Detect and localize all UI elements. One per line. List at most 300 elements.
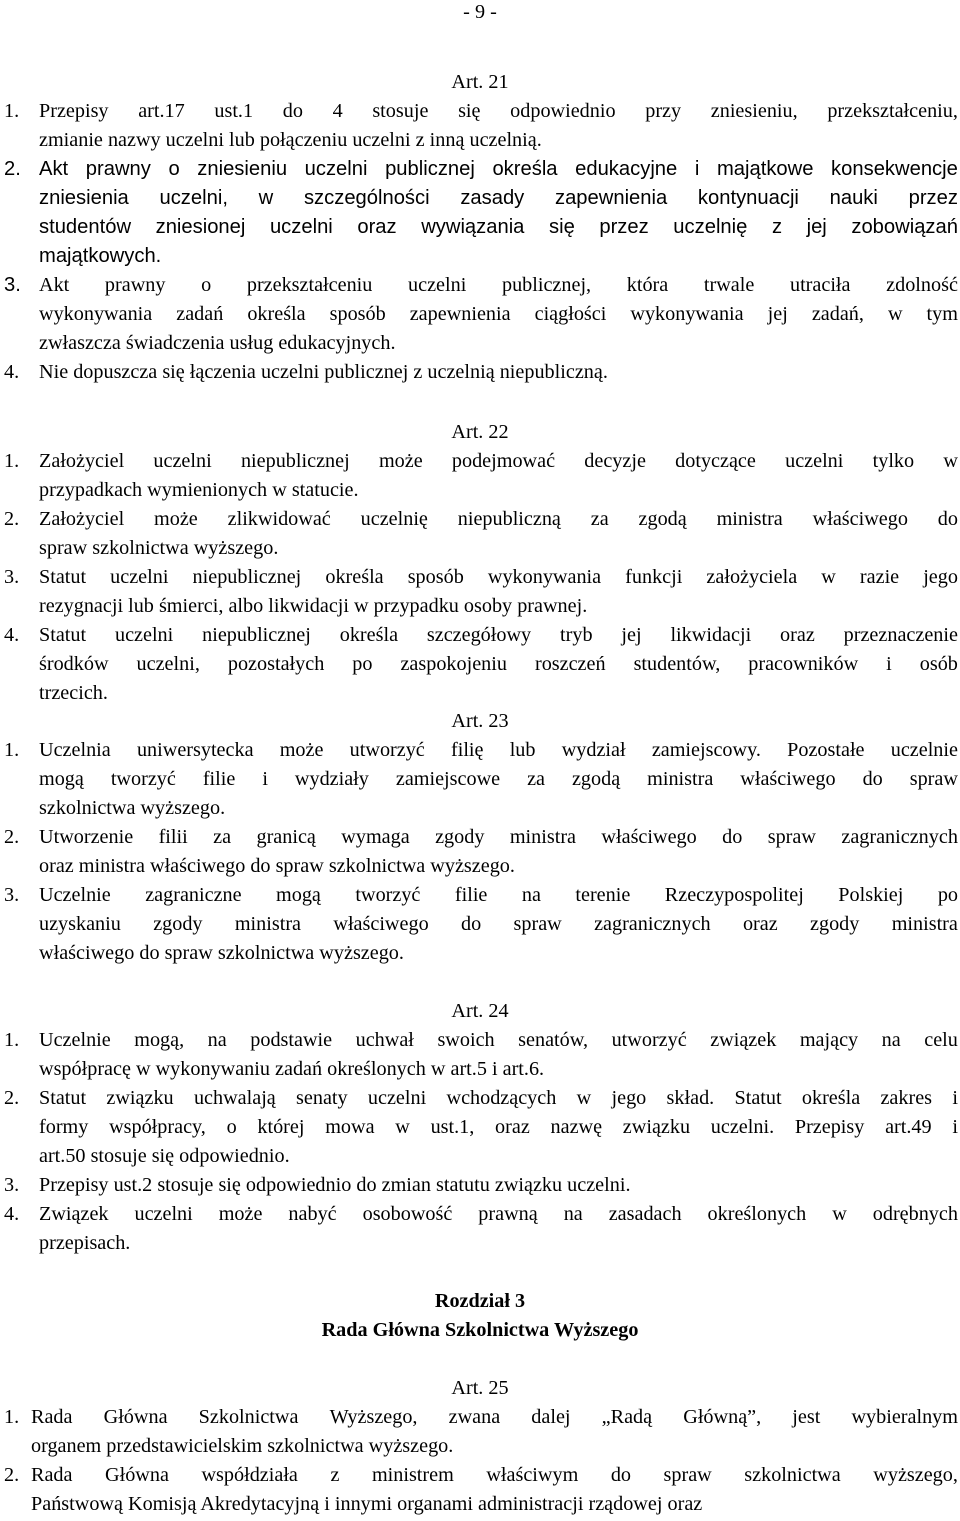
word: art.17 [138,100,185,122]
word: spraw [767,826,816,848]
word: wykonywania [630,303,744,325]
word: filie [454,884,488,906]
word: zgody [810,913,860,935]
art22-item-number: 3. [4,566,20,588]
word: oraz [742,913,778,935]
word: mogą [39,768,84,790]
word: jest [792,1406,821,1428]
word: ciągłości [534,303,607,325]
word: uzyskaniu [39,913,121,935]
art22-item-number: 1. [4,450,20,472]
word: Wyższego, [329,1406,418,1428]
art22-title: Art. 22 [451,421,509,443]
word: zakres [880,1087,933,1109]
word: określa [492,158,558,180]
art23-item-number: 2. [4,826,20,848]
word: w [887,303,903,325]
word: lub [509,739,536,761]
word: na [207,1029,227,1051]
art22-item-line: trzecich. [39,682,108,704]
word: przekształceniu, [827,100,958,122]
word: Utworzenie [39,826,134,848]
art24-item-line [39,1113,958,1142]
word: zapewnienia [554,187,668,209]
word: określa [247,303,306,325]
art21-item-line [39,213,958,242]
word: uczelni [367,1087,427,1109]
word: dalej [531,1406,571,1428]
word: Rzeczypospolitej [664,884,804,906]
art23-title: Art. 23 [451,710,509,732]
word: o [201,274,212,296]
word: w [395,1116,410,1138]
word: zwana [448,1406,501,1428]
word: przeznaczenie [843,624,958,646]
art24-item-line [39,1084,958,1113]
word: zasadach [608,1203,682,1225]
word: szkolnictwa [744,1464,841,1486]
art24-item-line: Przepisy ust.2 stosuje się odpowiednio do zmian statutu związku uczelni. [39,1174,631,1196]
word: o [226,1116,237,1138]
word: do [610,1464,632,1486]
word: senatów, [518,1029,589,1051]
word: jego [611,1087,647,1109]
word: uczelni [134,1203,193,1225]
word: art.49 [885,1116,932,1138]
word: właściwego [333,913,429,935]
art24-item-line [39,1200,958,1229]
word: oraz [495,1116,530,1138]
word: formy [39,1116,89,1138]
art24-item-number: 3. [4,1174,20,1196]
word: likwidacji [670,624,752,646]
art24-item-line: art.50 stosuje się odpowiednio. [39,1145,290,1167]
word: spraw [663,1464,712,1486]
word: na [563,1203,583,1225]
word: tworzyć [110,768,176,790]
word: ministra [647,768,714,790]
word: na [521,884,541,906]
art21-item-line: zwłaszcza świadczenia usług edukacyjnych. [39,332,396,354]
word: mogą, [134,1029,185,1051]
word: Uczelnie [39,884,111,906]
word: Przepisy [39,100,109,122]
word: zagranicznych [594,913,711,935]
art24-title: Art. 24 [451,1000,509,1022]
word: ministra [716,508,783,530]
word: związku [622,1116,691,1138]
word: publicznej [385,158,475,180]
art24-item-number: 2. [4,1087,20,1109]
word: do [722,826,743,848]
word: uczelnię [673,216,748,238]
word: się [548,216,575,238]
word: szczegółowy [426,624,532,646]
word: po [352,653,373,675]
word: zniesieniu, [710,100,798,122]
word: Statut [39,566,87,588]
word: ministra [891,913,958,935]
word: Polskiej [838,884,904,906]
word: terenie [575,884,631,906]
word: zgodą [638,508,687,530]
word: zaspokojeniu [400,653,507,675]
word: przekształceniu [246,274,373,296]
word: zniesieniu [197,158,288,180]
word: konsekwencje [831,158,958,180]
art24-item-line [39,1026,958,1055]
word: zdolność [886,274,958,296]
chapter-number: Rozdział 3 [434,1290,526,1312]
word: w [943,450,958,472]
art23-item-number: 3. [4,884,20,906]
word: jej [767,303,788,325]
word: uczelnię [360,508,428,530]
word: może [279,739,324,761]
art21-item-line: Nie dopuszcza się łączenia uczelni publicznej z uczelnią niepubliczną. [39,361,608,383]
art22-item-line [39,650,958,679]
word: i [952,1087,958,1109]
word: nazwę [550,1116,603,1138]
word: spraw [513,913,562,935]
art24-item-number: 1. [4,1029,20,1051]
word: właściwego [812,508,908,530]
word: jej [621,624,642,646]
art23-item-line: oraz ministra właściwego do spraw szkolnictwa wyższego. [39,855,515,877]
art21-item-line: zmianie nazwy uczelni lub połączeniu uczelni z inną uczelnią. [39,129,542,151]
word: sposób [329,303,386,325]
word: majątkowe [716,158,814,180]
word: i [694,158,700,180]
word: o [168,158,180,180]
word: uczelni [304,158,368,180]
word: wybieralnym [851,1406,958,1428]
word: skład. [666,1087,715,1109]
word: zniesienia [39,187,129,209]
word: tym [926,303,958,325]
art23-item-line: właściwego do spraw szkolnictwa wyższego. [39,942,404,964]
word: pozostałych [227,653,325,675]
word: razie [859,566,900,588]
word: i [262,768,268,790]
word: filii [158,826,188,848]
word: trwale [703,274,755,296]
word: utworzyć [611,1029,687,1051]
word: uniwersytecka [136,739,254,761]
art25-item-line: organem przedstawicielskim szkolnictwa wyższego. [31,1435,454,1457]
art21-item-line: majątkowych. [39,245,162,267]
word: do [862,768,883,790]
word: zadań, [811,303,864,325]
chapter-title: Rada Główna Szkolnictwa Wyższego [321,1319,639,1341]
art23-item-number: 1. [4,739,20,761]
word: mowa [325,1116,375,1138]
word: wymaga [341,826,410,848]
word: podstawie [250,1029,333,1051]
word: może [378,450,423,472]
word: może [154,508,198,530]
art21-item-number: 2. [4,158,21,180]
art22-item-line: rezygnacji lub śmierci, albo likwidacji w przypadku osoby prawnej. [39,595,588,617]
word: funkcji [625,566,683,588]
art21-item-line [39,97,958,126]
art21-item-number: 4. [4,361,20,383]
word: Główna [105,1464,169,1486]
word: dotyczące [675,450,756,472]
word: właściwym [486,1464,579,1486]
word: granicą [256,826,316,848]
word: Uczelnie [39,1029,111,1051]
word: z [771,216,783,238]
word: związku [106,1087,174,1109]
art25-item-number: 2. [4,1464,20,1486]
word: w [576,1087,592,1109]
art21-title: Art. 21 [451,71,509,93]
word: wykonywania [39,303,153,325]
word: Akt [39,274,70,296]
word: zapewnienia [409,303,511,325]
word: i [952,1116,958,1138]
word: zadań [176,303,224,325]
word: jej [806,216,827,238]
word: celu [924,1029,958,1051]
word: oraz [357,216,397,238]
word: założyciela [706,566,798,588]
word: studentów [39,216,132,238]
word: do [461,913,482,935]
word: odrębnych [872,1203,958,1225]
word: edukacyjne [575,158,678,180]
word: uczelnie [890,739,958,761]
word: której [257,1116,305,1138]
word: ust.1 [214,100,254,122]
word: uczelni [785,450,844,472]
word: zgody [153,913,203,935]
word: utworzyć [349,739,425,761]
word: do [282,100,303,122]
word: odpowiednio [510,100,616,122]
word: określa [339,624,399,646]
word: ministrem [371,1464,454,1486]
art22-item-line: spraw szkolnictwa wyższego. [39,537,279,559]
word: zgody [435,826,485,848]
word: Główną”, [683,1406,762,1428]
art22-item-line [39,563,958,592]
word: stosuje [372,100,429,122]
word: prawną [478,1203,538,1225]
word: zamiejscowy. [651,739,761,761]
word: za [527,768,545,790]
word: może [218,1203,263,1225]
word: współdziała [201,1464,298,1486]
word: Założyciel [39,508,125,530]
word: za [590,508,609,530]
word: właściwego [601,826,697,848]
word: związek [710,1029,777,1051]
word: Pozostałe [787,739,865,761]
word: nabyć [288,1203,337,1225]
word: uczelni, [136,653,200,675]
word: pracowników [748,653,859,675]
word: uczelni, [159,187,228,209]
art22-item-line [39,505,958,534]
word: utraciła [789,274,851,296]
word: właściwego [740,768,836,790]
word: Uczelnia [39,739,111,761]
word: swoich [437,1029,495,1051]
word: po [937,884,958,906]
word: Statut [734,1087,782,1109]
art23-item-line [39,910,958,939]
word: w [821,566,836,588]
word: do [937,508,958,530]
word: Założyciel [39,450,125,472]
word: uchwalają [193,1087,276,1109]
word: filię [450,739,484,761]
word: zasady [460,187,525,209]
word: niepublicznej [240,450,350,472]
art23-item-line: szkolnictwa wyższego. [39,797,226,819]
word: z [330,1464,340,1486]
word: ministra [234,913,302,935]
word: filie [202,768,236,790]
word: uczelni [269,216,333,238]
word: senaty [296,1087,348,1109]
word: za [213,826,232,848]
word: określa [325,566,384,588]
word: „Radą [601,1406,653,1428]
word: Rada [31,1406,73,1428]
word: Rada [31,1464,73,1486]
art22-item-line [39,447,958,476]
word: mający [799,1029,859,1051]
word: Akt [39,158,69,180]
art24-item-line: przepisach. [39,1232,131,1254]
word: nauki [829,187,878,209]
word: określonych [707,1203,807,1225]
word: przy [645,100,682,122]
word: publicznej, [501,274,592,296]
art24-item-number: 4. [4,1203,20,1225]
word: decyzje [584,450,646,472]
word: uczelni [110,566,169,588]
word: przez [599,216,649,238]
art23-item-line [39,881,958,910]
word: tworzyć [355,884,421,906]
word: Główna [103,1406,168,1428]
word: oraz [780,624,815,646]
word: wykonywania [487,566,602,588]
word: szczególności [303,187,430,209]
word: zgodą [571,768,621,790]
art23-item-line [39,765,958,794]
word: niepublicznej [202,624,311,646]
word: uczelni [114,624,174,646]
word: uczelni. [710,1116,775,1138]
word: się [458,100,481,122]
word: prawny [85,158,151,180]
art21-item-line [39,300,958,329]
word: uchwał [355,1029,414,1051]
word: która [626,274,669,296]
word: ministra [509,826,577,848]
word: mogą [276,884,321,906]
word: wchodzących [446,1087,557,1109]
word: współpracy, [109,1116,206,1138]
art22-item-number: 2. [4,508,20,530]
word: wyższego, [873,1464,958,1486]
word: Statut [39,1087,87,1109]
art23-item-line [39,736,958,765]
art25-item-number: 1. [4,1406,20,1428]
word: zlikwidować [227,508,331,530]
word: Statut [39,624,87,646]
word: studentów, [633,653,721,675]
word: określa [801,1087,861,1109]
art22-item-number: 4. [4,624,20,646]
word: roszczeń [534,653,606,675]
word: zamiejscowe [395,768,501,790]
art21-item-number: 1. [4,100,20,122]
art21-item-line [39,155,958,184]
word: w [832,1203,847,1225]
word: podejmować [451,450,556,472]
word: 4 [332,100,343,122]
word: zagraniczne [145,884,242,906]
art21-item-line [39,271,958,300]
art23-item-line [39,823,958,852]
word: i [886,653,892,675]
word: Przepisy [794,1116,865,1138]
art25-title: Art. 25 [451,1377,509,1399]
word: niepublicznej [192,566,302,588]
word: tylko [872,450,915,472]
art22-item-line [39,621,958,650]
word: sposób [407,566,464,588]
word: jego [923,566,958,588]
word: kontynuacji [697,187,799,209]
art25-item-line [31,1403,958,1432]
word: zobowiązań [851,216,958,238]
word: Szkolnictwa [198,1406,299,1428]
word: wywiązania [421,216,525,238]
art25-item-line [31,1461,958,1490]
page-number: - 9 - [463,1,497,23]
word: uczelni [408,274,467,296]
word: przez [908,187,958,209]
word: osobowość [362,1203,453,1225]
art22-item-line: przypadkach wymienionych w statucie. [39,479,359,501]
word: osób [919,653,958,675]
word: na [881,1029,901,1051]
word: uczelni [153,450,212,472]
word: wydział [561,739,626,761]
art21-item-line [39,184,958,213]
word: niepubliczną [457,508,561,530]
word: w [258,187,274,209]
word: prawny [104,274,166,296]
word: ust.1, [430,1116,475,1138]
word: wydziały [294,768,369,790]
word: zniesionej [155,216,246,238]
word: środków [39,653,109,675]
art24-item-line: współpracę w wykonywaniu zadań określonych w art.5 i art.6. [39,1058,545,1080]
word: Związek [39,1203,109,1225]
art21-item-number: 3. [4,274,21,296]
word: tryb [560,624,593,646]
art25-item-line: Państwową Komisją Akredytacyjną i innymi organami administracji rządowej oraz [31,1493,703,1515]
word: spraw [909,768,958,790]
